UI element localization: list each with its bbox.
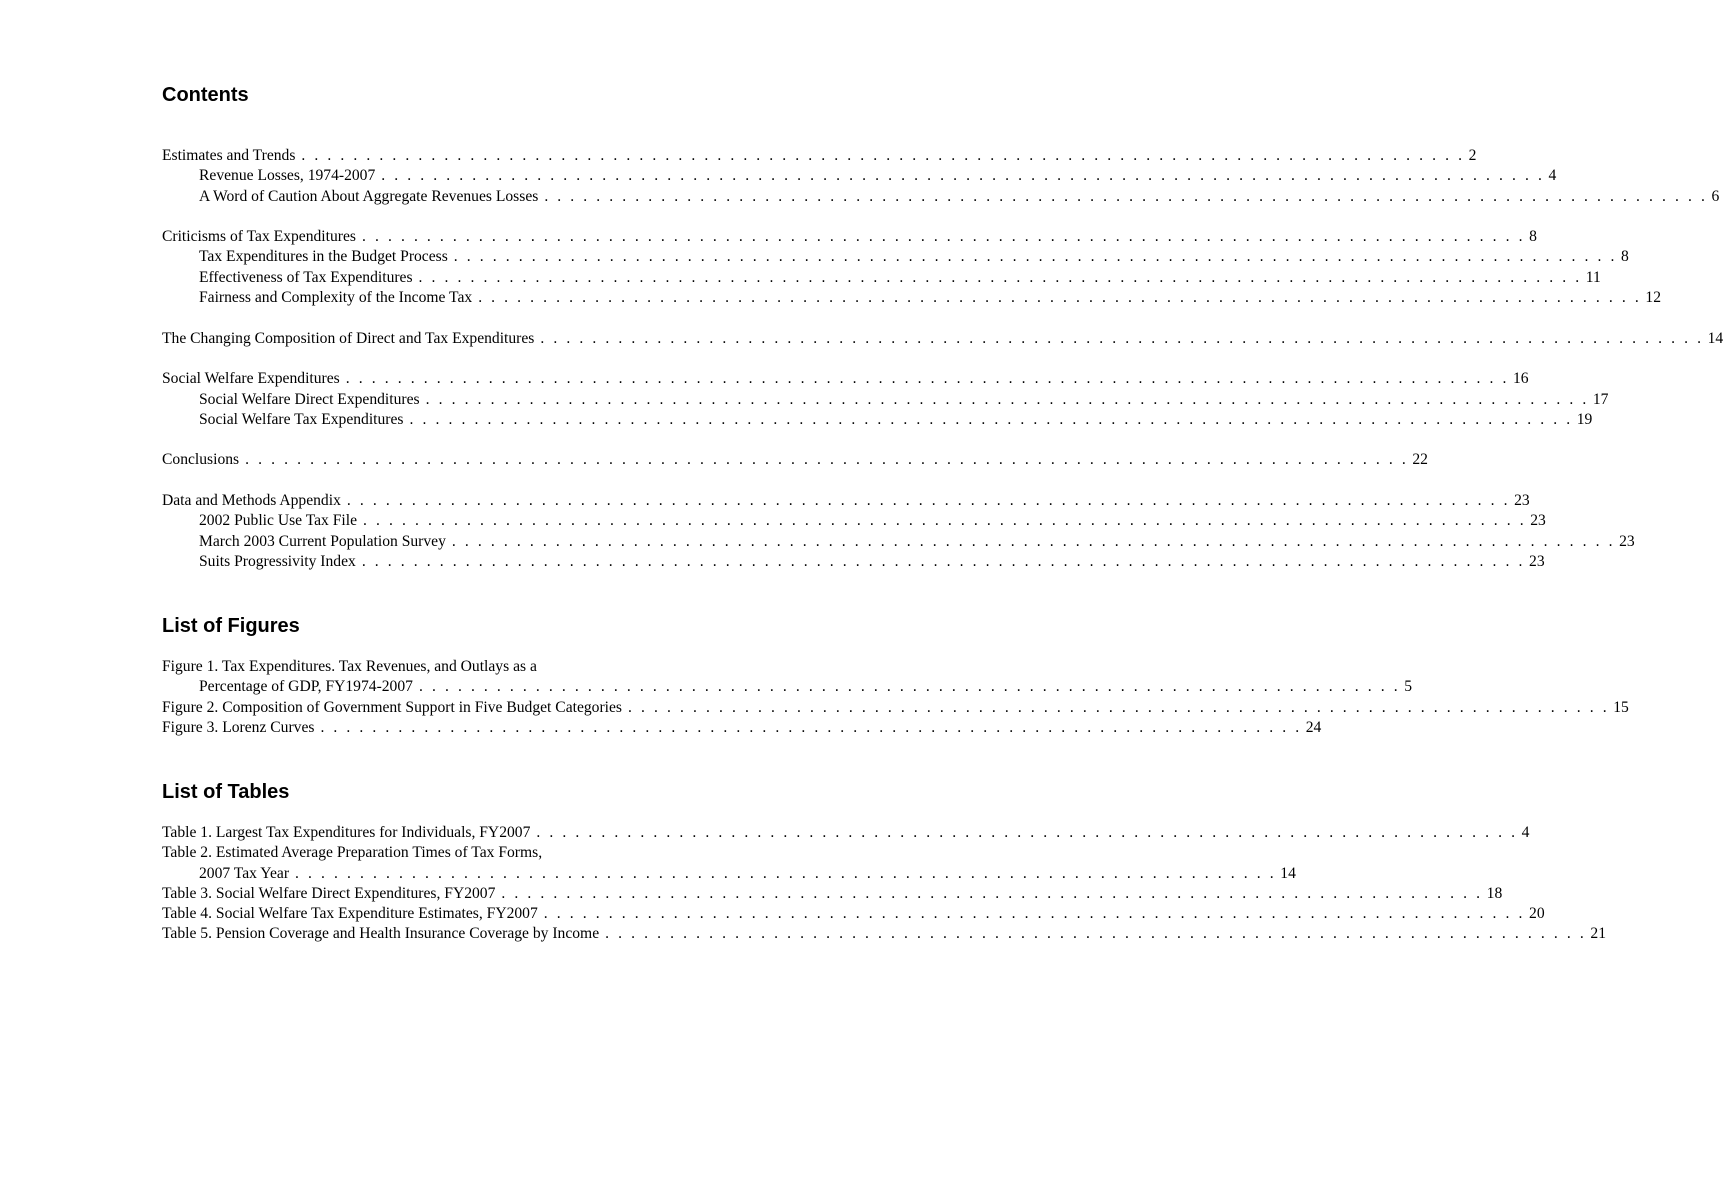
toc-page-number: 23 [1514,492,1530,510]
toc-entry-label: Table 1. Largest Tax Expenditures for Individuals, FY2007 [162,824,531,841]
table-3-entry[interactable] [162,884,1503,904]
toc-page-number: 20 [1529,905,1545,923]
toc-page-number: 16 [1512,370,1529,388]
toc-page-number: 14 [1280,864,1296,882]
toc-page-number: 18 [1486,884,1503,902]
toc-page-number: 2 [1468,147,1477,164]
table-4-entry[interactable] [162,904,1545,924]
toc-entry[interactable] [162,450,1428,470]
toc-entry-label: Suits Progressivity Index [199,552,356,570]
group-spacer [162,207,758,227]
toc-subentry[interactable] [162,187,1720,207]
toc-page-number: 22 [1412,451,1428,469]
toc-entry-label: Effectiveness of Tax Expenditures [199,268,413,286]
toc-entry-label: Data and Methods Appendix [162,492,341,510]
toc-entry-label: Table 3. Social Welfare Direct Expenditures, FY2007 [162,884,496,902]
leader-dots: . . . . . . . . . . . . . . . . . . . . . . . . . . . . . . . . . . . . . . . . . . . . . . . . . . . . . . . . . . . . . . . . . . . . . . . . . . . . [605,925,1587,943]
toc-entry-label: Percentage of GDP, FY1974-2007 [199,678,413,696]
toc-entry-label: Figure 2. Composition of Government Support in Five Budget Categories [162,698,622,716]
leader-dots: . . . . . . . . . . . . . . . . . . . . . . . . . . . . . . . . . . . . . . . . . . . . . . . . . . . . . . . . . . . . . . . . . . . . . . . . . . . . . . . . . . . . . . . . . . [544,187,1708,205]
toc-page-number: 4 [1521,824,1530,841]
toc-entry-label: The Changing Composition of Direct and Tax Expenditures [162,329,535,347]
leader-dots: . . . . . . . . . . . . . . . . . . . . . . . . . . . . . . . . . . . . . . . . . . . . . . . . . . . . . . . . . . . . . . . . . . . . . . . . . . . . [295,864,1277,882]
leader-dots: . . . . . . . . . . . . . . . . . . . . . . . . . . . . . . . . . . . . . . . . . . . . . . . . . . . . . . . . . . . . . . . . . . . . . . . . . . . . [418,678,1401,696]
toc-page-number: 11 [1585,268,1601,286]
leader-dots: . . . . . . . . . . . . . . . . . . . . . . . . . . . . . . . . . . . . . . . . . . . . . . . . . . . . . . . . . . . . . . . . . . . . . . . . . . . . . . . . . . . . . . . . . . [346,492,1511,510]
figure-3-entry[interactable] [162,718,1322,738]
leader-dots: . . . . . . . . . . . . . . . . . . . . . . . . . . . . . . . . . . . . . . . . . . . . . . . . . . . . . . . . . . . . . . . . . . . . . . . . . . . . . . . . . . . . . . . . . . [453,248,1618,266]
toc-page-number: 8 [1529,228,1537,246]
toc-subentry[interactable] [162,288,1661,308]
leader-dots: . . . . . . . . . . . . . . . . . . . . . . . . . . . . . . . . . . . . . . . . . . . . . . . . . . . . . . . . . . . . . . . . . . . . . . . . . . . . . . . . . . . . . . . . . . [245,451,1409,469]
figures-heading: List of Figures [162,615,300,637]
figure-1-entry[interactable] [162,677,1413,697]
toc-page-number: 17 [1592,390,1609,408]
toc-page-number: 24 [1305,718,1322,736]
group-spacer [162,430,758,450]
table-1-entry[interactable] [162,823,1530,843]
toc-entry-label: Conclusions [162,451,240,469]
tables-list [162,823,1606,945]
leader-dots: . . . . . . . . . . . . . . . . . . . . . . . . . . . . . . . . . . . . . . . . . . . . . . . . . . . . . . . . . . . . . . . . . . . . . . . . . . . . [543,905,1526,923]
contents-list [162,146,1723,572]
tables-heading: List of Tables [162,781,290,803]
toc-entry[interactable] [162,227,1537,247]
toc-entry[interactable] [162,491,1530,511]
toc-entry-label: Social Welfare Direct Expenditures [199,390,420,408]
figure-1-entry-line1[interactable]: Figure 1. Tax Expenditures. Tax Revenues, and Outlays as a [162,658,537,675]
leader-dots: . . . . . . . . . . . . . . . . . . . . . . . . . . . . . . . . . . . . . . . . . . . . . . . . . . . . . . . . . . . . . . . . . . . . . . . . . . . . . . . . . . . . . . . . . . [361,228,1526,246]
leader-dots: . . . . . . . . . . . . . . . . . . . . . . . . . . . . . . . . . . . . . . . . . . . . . . . . . . . . . . . . . . . . . . . . . . . . . . . . . . . . . . . . . . . . . . . . . . [345,370,1509,388]
toc-entry-label: A Word of Caution About Aggregate Revenues Losses [199,187,539,205]
leader-dots: . . . . . . . . . . . . . . . . . . . . . . . . . . . . . . . . . . . . . . . . . . . . . . . . . . . . . . . . . . . . . . . . . . . . . . . . . . . . . . . . . . . . . . . . . . [425,390,1589,408]
group-spacer [162,308,758,328]
leader-dots: . . . . . . . . . . . . . . . . . . . . . . . . . . . . . . . . . . . . . . . . . . . . . . . . . . . . . . . . . . . . . . . . . . . . . . . . . . . . [320,718,1302,736]
toc-entry[interactable] [162,146,1477,166]
leader-dots: . . . . . . . . . . . . . . . . . . . . . . . . . . . . . . . . . . . . . . . . . . . . . . . . . . . . . . . . . . . . . . . . . . . . . . . . . . . . . . . . . . . . . . . . . . [409,410,1573,428]
toc-page-number: 8 [1621,248,1629,266]
leader-dots: . . . . . . . . . . . . . . . . . . . . . . . . . . . . . . . . . . . . . . . . . . . . . . . . . . . . . . . . . . . . . . . . . . . . . . . . . . . . . . . . . . . . . . . . . . [478,289,1642,307]
table-2-entry-line1[interactable]: Table 2. Estimated Average Preparation Times of Tax Forms, [162,844,543,862]
toc-page-number: 5 [1404,678,1413,696]
leader-dots: . . . . . . . . . . . . . . . . . . . . . . . . . . . . . . . . . . . . . . . . . . . . . . . . . . . . . . . . . . . . . . . . . . . . . . . . . . . . [627,698,1610,716]
table-5-entry[interactable] [162,924,1606,944]
toc-subentry[interactable] [162,390,1609,410]
toc-subentry[interactable] [162,511,1546,531]
group-spacer [162,471,758,491]
toc-entry[interactable] [162,329,1723,349]
leader-dots: . . . . . . . . . . . . . . . . . . . . . . . . . . . . . . . . . . . . . . . . . . . . . . . . . . . . . . . . . . . . . . . . . . . . . . . . . . . . . . . . . . . . . . . . . . [540,329,1704,347]
toc-entry-label: Figure 3. Lorenz Curves [162,718,315,736]
leader-dots: . . . . . . . . . . . . . . . . . . . . . . . . . . . . . . . . . . . . . . . . . . . . . . . . . . . . . . . . . . . . . . . . . . . . . . . . . . . . . . . . . . . . . . . . . . [381,167,1545,185]
leader-dots: . . . . . . . . . . . . . . . . . . . . . . . . . . . . . . . . . . . . . . . . . . . . . . . . . . . . . . . . . . . . . . . . . . . . . . . . . . . . . . . . . . . . . . . . . . [361,552,1526,570]
figures-list [162,657,1629,738]
toc-page-number: 14 [1707,329,1723,347]
toc-entry-label: Social Welfare Expenditures [162,370,340,388]
toc-subentry[interactable] [162,552,1545,572]
group-spacer [162,349,758,369]
toc-page-number: 15 [1613,698,1629,716]
leader-dots: . . . . . . . . . . . . . . . . . . . . . . . . . . . . . . . . . . . . . . . . . . . . . . . . . . . . . . . . . . . . . . . . . . . . . . . . . . . . . . . . . . . . . . . . . . [418,268,1582,286]
leader-dots: . . . . . . . . . . . . . . . . . . . . . . . . . . . . . . . . . . . . . . . . . . . . . . . . . . . . . . . . . . . . . . . . . . . . . . . . . . . . . . . . . . . . . . . . . . [451,532,1616,550]
toc-entry-label: Tax Expenditures in the Budget Process [199,248,448,266]
toc-page-number: 23 [1530,512,1546,530]
toc-entry-label: Revenue Losses, 1974-2007 [199,167,376,185]
contents-heading: Contents [162,84,249,106]
toc-page-number: 4 [1548,167,1557,185]
table-2-entry[interactable] [162,864,1296,884]
toc-entry[interactable] [162,369,1529,389]
toc-entry-label: Table 4. Social Welfare Tax Expenditure Estimates, FY2007 [162,905,538,923]
toc-page-number: 23 [1529,552,1545,570]
toc-entry-label: Fairness and Complexity of the Income Tax [199,289,473,307]
toc-subentry[interactable] [162,410,1593,430]
toc-entry-label: Estimates and Trends [162,147,296,164]
toc-page-number: 23 [1619,532,1635,550]
figure-2-entry[interactable] [162,698,1629,718]
toc-page-number: 19 [1576,410,1593,428]
toc-entry-label: 2007 Tax Year [199,864,290,882]
toc-subentry[interactable] [162,247,1629,267]
toc-entry-label: Social Welfare Tax Expenditures [199,410,404,428]
toc-page-number: 12 [1645,289,1661,307]
toc-page-number: 21 [1590,925,1606,943]
toc-entry-label: March 2003 Current Population Survey [199,532,446,550]
toc-page-number: 6 [1711,187,1720,205]
toc-subentry[interactable] [162,532,1635,552]
toc-entry-label: Table 5. Pension Coverage and Health Insurance Coverage by Income [162,925,600,943]
toc-subentry[interactable] [162,268,1601,288]
toc-entry-label: 2002 Public Use Tax File [199,512,358,530]
leader-dots: . . . . . . . . . . . . . . . . . . . . . . . . . . . . . . . . . . . . . . . . . . . . . . . . . . . . . . . . . . . . . . . . . . . . . . . . . . . . . . . . . . . . . . . . . . [363,512,1527,530]
leader-dots: . . . . . . . . . . . . . . . . . . . . . . . . . . . . . . . . . . . . . . . . . . . . . . . . . . . . . . . . . . . . . . . . . . . . . . . . . . . . . . . . . . . . . . . . . . [301,147,1465,164]
leader-dots: . . . . . . . . . . . . . . . . . . . . . . . . . . . . . . . . . . . . . . . . . . . . . . . . . . . . . . . . . . . . . . . . . . . . . . . . . . . . [536,824,1518,841]
leader-dots: . . . . . . . . . . . . . . . . . . . . . . . . . . . . . . . . . . . . . . . . . . . . . . . . . . . . . . . . . . . . . . . . . . . . . . . . . . . . [501,884,1483,902]
toc-subentry[interactable] [162,166,1557,186]
toc-entry-label: Criticisms of Tax Expenditures [162,228,356,246]
